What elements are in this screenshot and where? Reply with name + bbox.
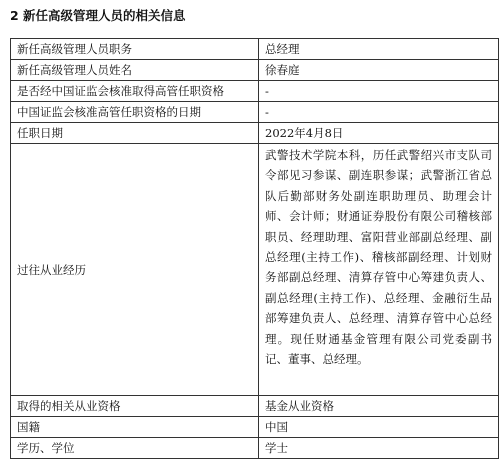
row-value: 基金从业资格 — [259, 396, 499, 417]
row-value: 中国 — [259, 417, 499, 438]
row-value: - — [259, 102, 499, 123]
info-table — [10, 38, 499, 459]
row-label: 任职日期 — [11, 123, 259, 144]
row-label: 取得的相关从业资格 — [11, 396, 259, 417]
row-value: 学士 — [259, 438, 499, 459]
table-row — [11, 144, 499, 396]
table-row — [11, 438, 499, 459]
table-row — [11, 60, 499, 81]
row-label: 新任高级管理人员职务 — [11, 39, 259, 60]
section-heading: 2 新任高级管理人员的相关信息 — [10, 8, 186, 23]
row-value: 2022年4月8日 — [259, 123, 499, 144]
row-value: 总经理 — [259, 39, 499, 60]
table-row — [11, 123, 499, 144]
row-value: 徐春庭 — [259, 60, 499, 81]
row-label: 中国证监会核准高管任职资格的日期 — [11, 102, 259, 123]
row-label: 过往从业经历 — [11, 144, 259, 396]
row-label: 新任高级管理人员姓名 — [11, 60, 259, 81]
row-label: 学历、学位 — [11, 438, 259, 459]
table-row — [11, 396, 499, 417]
row-label: 国籍 — [11, 417, 259, 438]
row-value: - — [259, 81, 499, 102]
table-row — [11, 39, 499, 60]
row-label: 是否经中国证监会核准取得高管任职资格 — [11, 81, 259, 102]
table-row — [11, 81, 499, 102]
row-value-career-history: 武警技术学院本科，历任武警绍兴市支队司令部见习参谋、副连职参谋；武警浙江省总队后勤部财务处副连职助理员、助理会计师、会计师；财通证券股份有限公司稽核部职员、经理助理、富阳营业部副总经理、副总经理(主持工作)、稽核部副经理、计划财务部副总经理、清算存管中心筹建负责人、副总经理(主持工作)、总经理、金融衍生品部筹建负责人、总经理、清算存管中心总经理。现任财通基金管理有限公司党委副书记、董事、总经理。 — [259, 144, 499, 396]
table-row — [11, 417, 499, 438]
table-row — [11, 102, 499, 123]
